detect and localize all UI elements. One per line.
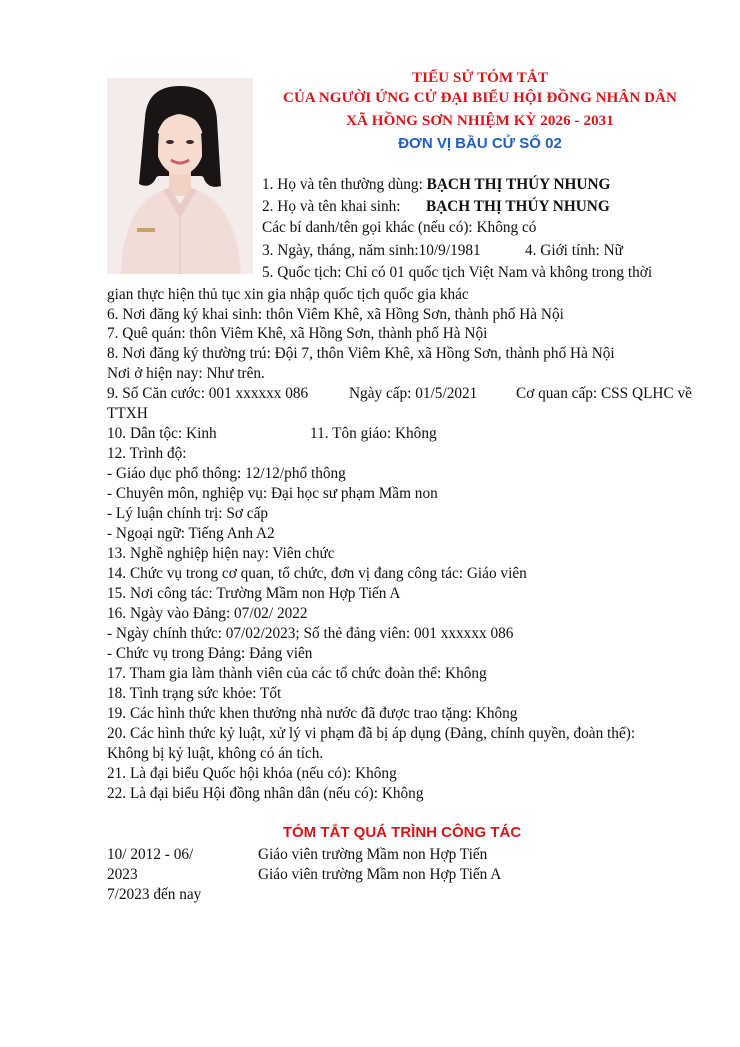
field-education-political: - Lý luận chính trị: Sơ cấp — [107, 505, 269, 522]
field-workplace: 15. Nơi công tác: Trường Mầm non Hợp Tiến A — [107, 585, 401, 602]
document-subtitle: CỦA NGƯỜI ỨNG CỬ ĐẠI BIỂU HỘI ĐỒNG NHÂN DÂN — [283, 90, 677, 106]
field-party-join-date: 16. Ngày vào Đảng: 07/02/ 2022 — [107, 605, 308, 622]
field-education-language: - Ngoại ngữ: Tiếng Anh A2 — [107, 525, 275, 542]
field-birth-name-value: BẠCH THỊ THÚY NHUNG — [426, 198, 610, 215]
field-label: 2. Họ và tên khai sinh: — [262, 198, 401, 215]
field-gender: 4. Giới tính: Nữ — [525, 242, 623, 259]
field-ethnicity: 10. Dân tộc: Kinh — [107, 425, 217, 442]
work-period-1-cont: 2023 — [107, 866, 138, 883]
field-id-number: 9. Số Căn cước: 001 xxxxxx 086 — [107, 385, 309, 402]
work-period-2: 7/2023 đến nay — [107, 886, 202, 903]
work-description-1: Giáo viên trường Mầm non Hợp Tiến — [258, 846, 488, 863]
field-discipline-cont: Không bị kỷ luật, không có án tích. — [107, 745, 324, 762]
field-hometown: 7. Quê quán: thôn Viêm Khê, xã Hồng Sơn, thành phố Hà Nội — [107, 325, 488, 342]
field-common-name — [262, 176, 610, 194]
field-permanent-residence: 8. Nơi đăng ký thường trú: Đội 7, thôn Viêm Khê, xã Hồng Sơn, thành phố Hà Nội — [107, 345, 615, 362]
field-health: 18. Tình trạng sức khỏe: Tốt — [107, 685, 282, 702]
document-title: TIỂU SỬ TÓM TẮT — [412, 70, 548, 86]
field-peoples-council: 22. Là đại biểu Hội đồng nhân dân (nếu có): Không — [107, 785, 424, 802]
field-occupation: 13. Nghề nghiệp hiện nay: Viên chức — [107, 545, 335, 562]
field-position: 14. Chức vụ trong cơ quan, tổ chức, đơn vị đang công tác: Giáo viên — [107, 565, 527, 582]
field-education-general: - Giáo dục phổ thông: 12/12/phổ thông — [107, 465, 346, 482]
field-awards: 19. Các hình thức khen thưởng nhà nước đã được trao tặng: Không — [107, 705, 518, 722]
document-term: XÃ HỒNG SƠN NHIỆM KỲ 2026 - 2031 — [346, 113, 614, 129]
portrait-photo — [107, 78, 253, 274]
field-nationality: 5. Quốc tịch: Chỉ có 01 quốc tịch Việt Nam và không trong thời — [262, 264, 653, 281]
field-education-professional: - Chuyên môn, nghiệp vụ: Đại học sư phạm Mầm non — [107, 485, 438, 502]
field-alias: Các bí danh/tên gọi khác (nếu có): Không có — [262, 219, 537, 236]
field-party-official: - Ngày chính thức: 07/02/2023; Số thẻ đảng viên: 001 xxxxxx 086 — [107, 625, 514, 642]
field-nationality-cont: gian thực hiện thủ tục xin gia nhập quốc tịch quốc gia khác — [107, 286, 469, 303]
field-current-residence: Nơi ở hiện nay: Như trên. — [107, 365, 265, 382]
portrait-photo-icon — [107, 78, 253, 274]
field-discipline: 20. Các hình thức kỷ luật, xử lý vi phạm đã bị áp dụng (Đảng, chính quyền, đoàn thể): — [107, 725, 636, 742]
field-id-issue-date: Ngày cấp: 01/5/2021 — [349, 385, 478, 402]
field-birthdate: 3. Ngày, tháng, năm sinh:10/9/1981 — [262, 242, 481, 259]
field-organizations: 17. Tham gia làm thành viên của các tổ chức đoàn thể: Không — [107, 665, 487, 682]
work-period-1: 10/ 2012 - 06/ — [107, 846, 194, 863]
field-birth-name — [262, 198, 401, 216]
field-national-assembly: 21. Là đại biểu Quốc hội khóa (nếu có): Không — [107, 765, 397, 782]
field-label: 1. Họ và tên thường dùng: — [262, 176, 427, 193]
field-birth-registration: 6. Nơi đăng ký khai sinh: thôn Viêm Khê, xã Hồng Sơn, thành phố Hà Nội — [107, 306, 564, 323]
electoral-unit: ĐƠN VỊ BẦU CỬ SỐ 02 — [398, 135, 562, 152]
field-id-issuer-cont: TTXH — [107, 405, 148, 422]
field-id-issuer: Cơ quan cấp: CSS QLHC về — [516, 385, 692, 402]
field-party-position: - Chức vụ trong Đảng: Đảng viên — [107, 645, 313, 662]
field-education: 12. Trình độ: — [107, 445, 187, 462]
field-value: BẠCH THỊ THÚY NHUNG — [426, 176, 611, 193]
work-description-2: Giáo viên trường Mầm non Hợp Tiến A — [258, 866, 502, 883]
work-history-title: TÓM TẮT QUÁ TRÌNH CÔNG TÁC — [282, 824, 522, 841]
field-religion: 11. Tôn giáo: Không — [310, 425, 437, 442]
